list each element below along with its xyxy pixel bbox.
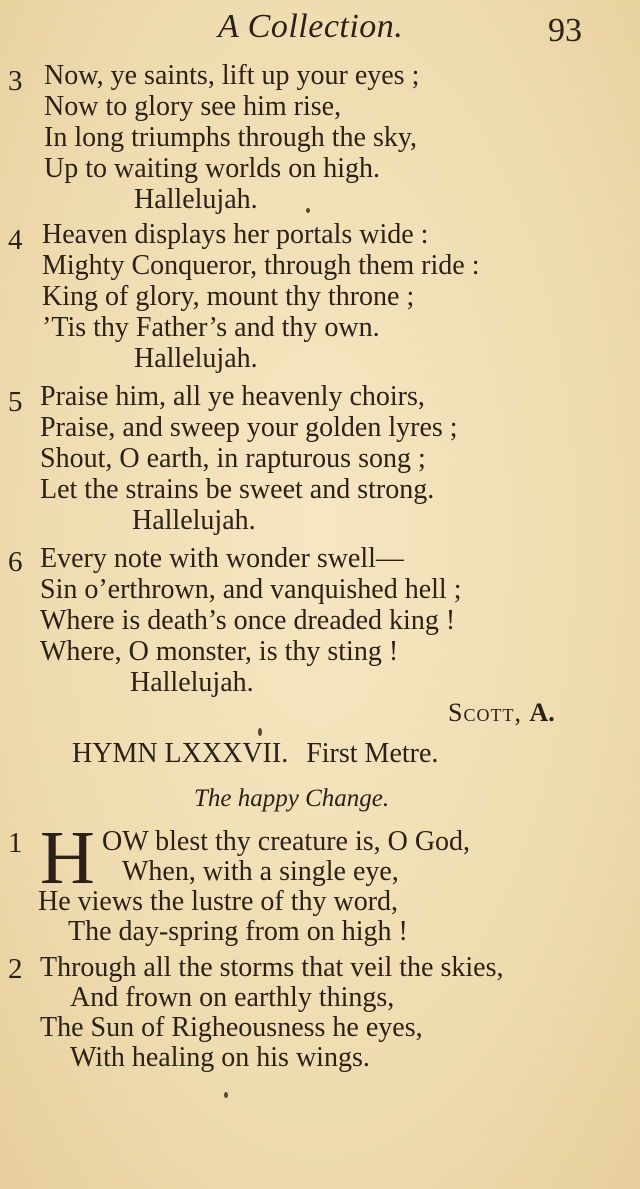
ink-speck <box>258 728 262 736</box>
stanza-number: 4 <box>8 224 23 256</box>
verse-line: The Sun of Righeousness he eyes, <box>40 1012 423 1043</box>
verse-line: Up to waiting worlds on high. <box>44 153 380 184</box>
verse-line: Every note with wonder swell— <box>40 543 404 574</box>
verse-line: In long triumphs through the sky, <box>44 122 418 153</box>
refrain: Hallelujah. <box>134 184 258 215</box>
verse-number: 1 <box>8 827 23 859</box>
verse-line: With healing on his wings. <box>70 1042 370 1073</box>
verse-line: ’Tis thy Father’s and thy own. <box>42 312 380 343</box>
verse-line: He views the lustre of thy word, <box>38 886 399 917</box>
verse-line: Mighty Conqueror, through them ride : <box>42 250 480 281</box>
verse-line: When, with a single eye, <box>122 856 399 887</box>
verse-line: Where, O monster, is thy sting ! <box>40 636 399 667</box>
ink-speck <box>306 208 310 213</box>
verse-line: Through all the storms that veil the skies, <box>40 952 504 983</box>
verse-line: Praise him, all ye heavenly choirs, <box>40 381 425 412</box>
hymn-title: HYMN LXXXVII. <box>72 738 289 769</box>
verse-line: The day-spring from on high ! <box>68 916 408 947</box>
verse-line: OW blest thy creature is, O God, <box>102 826 471 857</box>
stanza-number: 6 <box>8 546 23 578</box>
stanza-number: 3 <box>8 65 23 97</box>
verse-line: Praise, and sweep your golden lyres ; <box>40 412 458 443</box>
verse-line: Shout, O earth, in rapturous song ; <box>40 443 426 474</box>
verse-line: Heaven displays her portals wide : <box>42 219 429 250</box>
author-name: Scott, <box>448 698 522 727</box>
verse-line: Let the strains be sweet and strong. <box>40 474 435 505</box>
running-title: A Collection. <box>218 8 404 45</box>
verse-line: Where is death’s once dreaded king ! <box>40 605 456 636</box>
verse-number: 2 <box>8 953 23 985</box>
verse-line: Sin o’erthrown, and vanquished hell ; <box>40 574 462 605</box>
ink-speck <box>224 1092 228 1098</box>
author-letter: A. <box>529 698 555 727</box>
hymn-heading <box>72 738 438 770</box>
hymn-metre: First Metre. <box>306 738 439 769</box>
verse-line: Now, ye saints, lift up your eyes ; <box>44 60 420 91</box>
refrain: Hallelujah. <box>134 343 258 374</box>
hymn-subtitle: The happy Change. <box>194 785 390 812</box>
running-head <box>0 8 640 48</box>
page-number: 93 <box>548 12 582 49</box>
stanza-number: 5 <box>8 386 23 418</box>
verse-line: Now to glory see him rise, <box>44 91 342 122</box>
refrain: Hallelujah. <box>132 505 256 536</box>
refrain: Hallelujah. <box>130 667 254 698</box>
author-attribution <box>448 698 555 728</box>
verse-line: And frown on earthly things, <box>70 982 395 1013</box>
drop-cap: H <box>40 816 95 900</box>
verse-line: King of glory, mount thy throne ; <box>42 281 415 312</box>
